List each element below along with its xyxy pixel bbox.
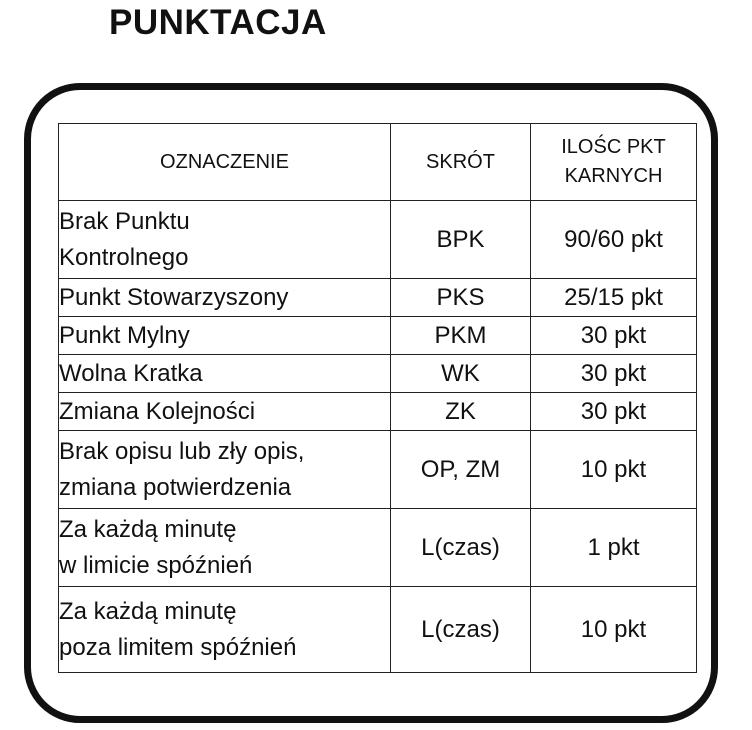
row-code: WK [391,355,531,393]
row-code: L(czas) [391,587,531,673]
row-code: L(czas) [391,509,531,587]
table-header-row [59,124,697,201]
row-points: 30 pkt [531,317,697,355]
row-code: PKM [391,317,531,355]
table-row [59,509,697,587]
header-name: OZNACZENIE [59,124,391,201]
table-row [59,587,697,673]
row-name: Brak opisu lub zły opis, zmiana potwierdzenia [59,431,391,509]
table-row [59,317,697,355]
row-name: Zmiana Kolejności [59,393,391,431]
row-code: PKS [391,279,531,317]
row-name: Brak Punktu Kontrolnego [59,201,391,279]
header-code: SKRÓT [391,124,531,201]
row-code: OP, ZM [391,431,531,509]
header-points: ILOŚC PKT KARNYCH [531,124,697,201]
table-row [59,355,697,393]
row-points: 30 pkt [531,355,697,393]
page-title: PUNKTACJA [109,3,327,42]
table-row [59,431,697,509]
table-row [59,279,697,317]
table-row [59,393,697,431]
row-name: Punkt Mylny [59,317,391,355]
row-name: Za każdą minutę poza limitem spóźnień [59,587,391,673]
row-name: Punkt Stowarzyszony [59,279,391,317]
row-points: 90/60 pkt [531,201,697,279]
row-code: BPK [391,201,531,279]
row-name: Wolna Kratka [59,355,391,393]
row-points: 25/15 pkt [531,279,697,317]
penalty-table [58,123,697,673]
row-points: 10 pkt [531,431,697,509]
row-name: Za każdą minutę w limicie spóźnień [59,509,391,587]
row-points: 30 pkt [531,393,697,431]
row-points: 1 pkt [531,509,697,587]
row-points: 10 pkt [531,587,697,673]
table-row [59,201,697,279]
row-code: ZK [391,393,531,431]
